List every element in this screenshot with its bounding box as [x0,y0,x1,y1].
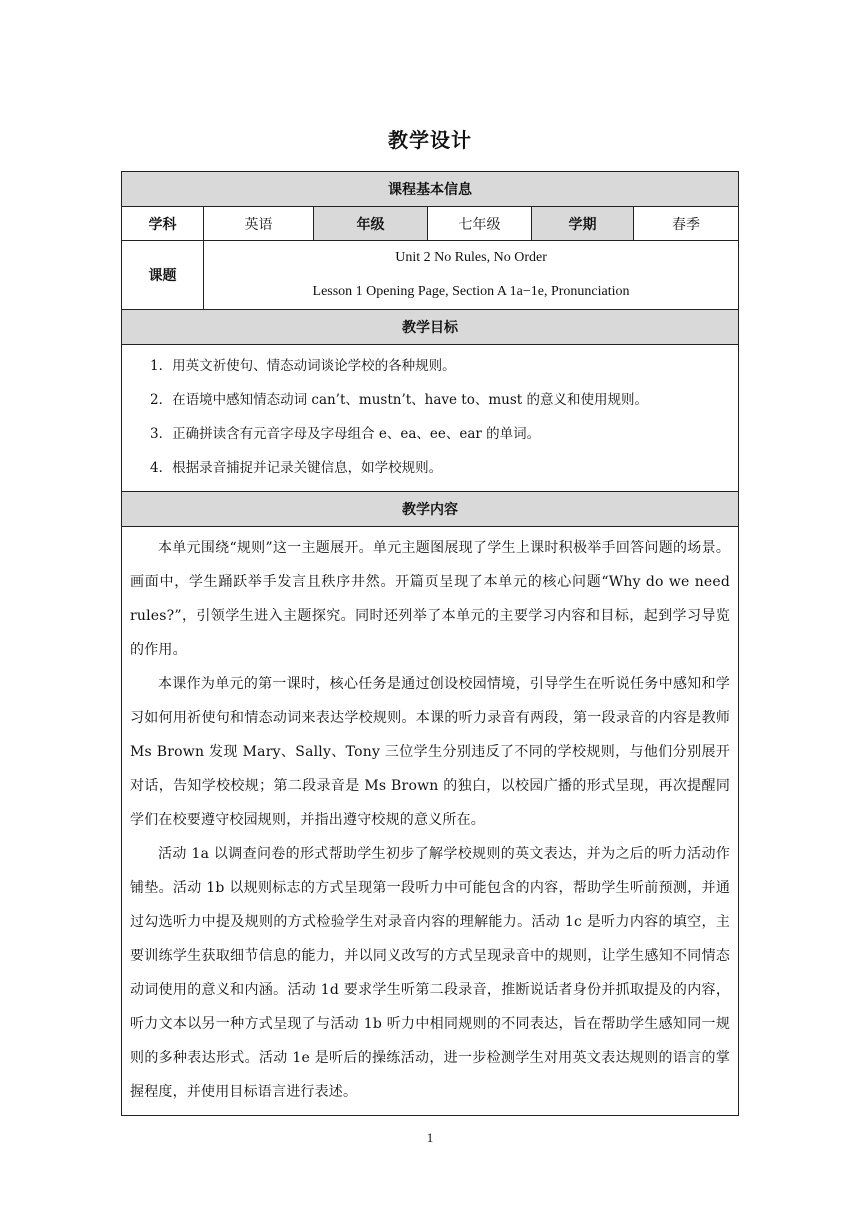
objective-item: 1．用英文祈使句、情态动词谈论学校的各种规则。 [150,358,456,374]
topic-line-1: Unit 2 No Rules, No Order [395,250,547,265]
content-paragraph: 活动 1a 以调查问卷的形式帮助学生初步了解学校规则的英文表达，并为之后的听力活动作铺垫。活动 1b 以规则标志的方式呈现第一段听力中可能包含的内容，帮助学生听前预测，并通过勾选听力中提及规则的方式检验学生对录音内容的理解能力。活动 1c 是听力内容的填空，主要训练学生获取细节信息的能力，并以同义改写的方式呈现录音中的规则，让学生感知不同情态动词使用的意义和内涵。活动 1d 要求学生听第二段录音，推断说话者身份并抓取提及的内容，听力文本以另一种方式呈现了与活动 1b 听力中相同规则的不同表达，旨在帮助学生感知同一规则的多种表达形式。活动 1e 是听后的操练活动，进一步检测学生对用英文表达规则的语言的掌握程度，并使用目标语言进行表述。 [130,846,731,1100]
subject-value: 英语 [204,207,314,241]
term-label: 学期 [532,207,634,241]
lesson-design-table [121,171,739,1116]
topic-cell [204,241,739,310]
objective-item: 2．在语境中感知情态动词 can’t、mustn’t、have to、must 的意义和使用规则。 [150,392,649,408]
content-paragraph: 本课作为单元的第一课时，核心任务是通过创设校园情境，引导学生在听说任务中感知和学习如何用祈使句和情态动词来表达学校规则。本课的听力录音有两段，第一段录音的内容是教师 Ms Brown 发现 Mary、Sally、Tony 三位学生分别违反了不同的学校规则，与他们分别展开对话，告知学校校规；第二段录音是 Ms Brown 的独白，以校园广播的形式呈现，再次提醒同学们在校要遵守校园规则，并指出遵守校规的意义所在。 [130,676,731,828]
subject-label: 学科 [122,207,204,241]
basic-info-header: 课程基本信息 [122,172,739,207]
topic-line-2: Lesson 1 Opening Page, Section A 1a−1e, Pronunciation [312,284,630,299]
term-value: 春季 [634,207,739,241]
grade-value: 七年级 [428,207,532,241]
page-number: 1 [426,1130,434,1145]
topic-label: 课题 [122,241,204,310]
objective-item: 3．正确拼读含有元音字母及字母组合 e、ea、ee、ear 的单词。 [150,426,541,442]
content-body [122,527,739,1116]
objective-item: 4．根据录音捕捉并记录关键信息，如学校规则。 [150,460,443,476]
objectives-list [122,345,739,492]
grade-label: 年级 [314,207,428,241]
content-header: 教学内容 [122,492,739,527]
content-paragraph: 本单元围绕“规则”这一主题展开。单元主题图展现了学生上课时积极举手回答问题的场景。画面中，学生踊跃举手发言且秩序井然。开篇页呈现了本单元的核心问题“Why do we need rules?”，引领学生进入主题探究。同时还列举了本单元的主要学习内容和目标，起到学习导览的作用。 [130,540,731,658]
document-title: 教学设计 [388,128,472,152]
objectives-header: 教学目标 [122,310,739,345]
